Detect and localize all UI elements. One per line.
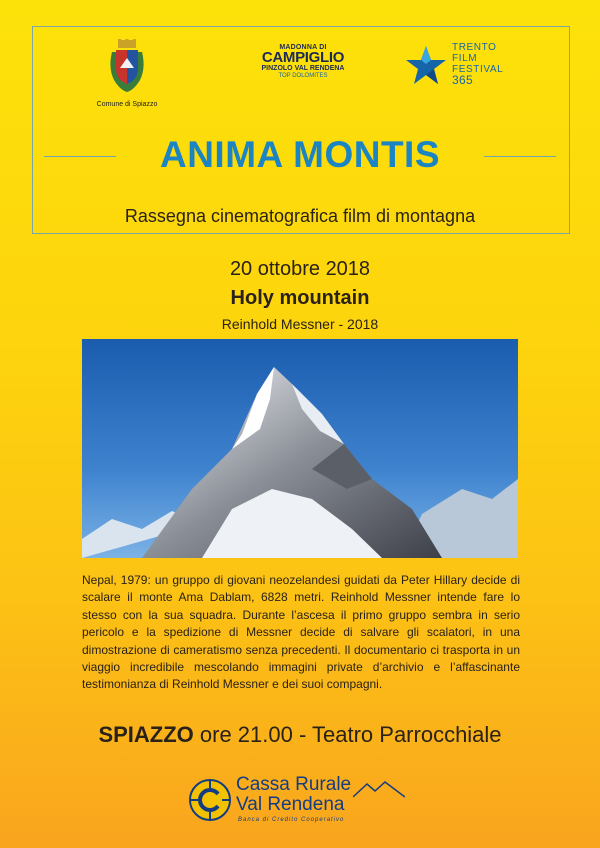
trento-line4: 365 [452, 73, 473, 87]
campiglio-logo [248, 44, 358, 79]
spiazzo-crest-icon [104, 38, 150, 94]
trento-film-festival-logo [404, 42, 524, 102]
film-director-year: Reinhold Messner - 2018 [221, 316, 379, 332]
spiazzo-caption: Comune di Spiazzo [96, 101, 158, 108]
campiglio-line4: TOP DOLOMITES [278, 73, 328, 79]
campiglio-line1: MADONNA DI [279, 44, 327, 51]
campiglio-line2: CAMPIGLIO [261, 49, 345, 66]
trento-line1: TRENTO [452, 42, 497, 53]
film-description: Nepal, 1979: un gruppo di giovani neozelandesi guidati da Peter Hillary decide di scalare il monte Ama Dablam, 6828 metri. Reinhold Messner intende fare lo stesso con la sua squadra. Durante l’ascesa il primo gruppo sembra in serio pericolo e la spedizione di Messner decide di salvare gli scalatori, in una dimostrazione di cameratismo senza precedenti. Il documentario ci trasporta in un viaggio incredibile mescolando immagini private d’archivio e l’affascinante testimonianza di Reinhold Messner e dei suoi compagni. [82, 573, 520, 692]
trento-line3: FESTIVAL [452, 64, 504, 75]
film-title: Holy mountain [230, 287, 370, 309]
trento-line2: FILM [452, 53, 478, 64]
event-details: ore 21.00 - Teatro Parrocchiale [193, 722, 502, 747]
bank-tagline: Banca di Credito Cooperativo [238, 817, 345, 823]
event-info [0, 722, 600, 748]
spiazzo-logo [92, 38, 162, 108]
bank-name-line2: Val Rendena [236, 794, 345, 815]
campiglio-line3: PINZOLO VAL RENDENA [261, 65, 345, 72]
bank-name-line1: Cassa Rurale [236, 774, 352, 795]
bank-emblem-icon [188, 778, 232, 822]
cassa-rurale-logo [188, 772, 428, 832]
mountains-icon [353, 780, 405, 798]
event-date: 20 ottobre 2018 [229, 258, 371, 280]
mountain-photo [82, 339, 518, 558]
star-icon [404, 44, 448, 86]
page-title: ANIMA MONTIS [159, 134, 441, 175]
event-place: SPIAZZO [98, 722, 194, 747]
page-subtitle: Rassegna cinematografica film di montagna [124, 206, 476, 226]
